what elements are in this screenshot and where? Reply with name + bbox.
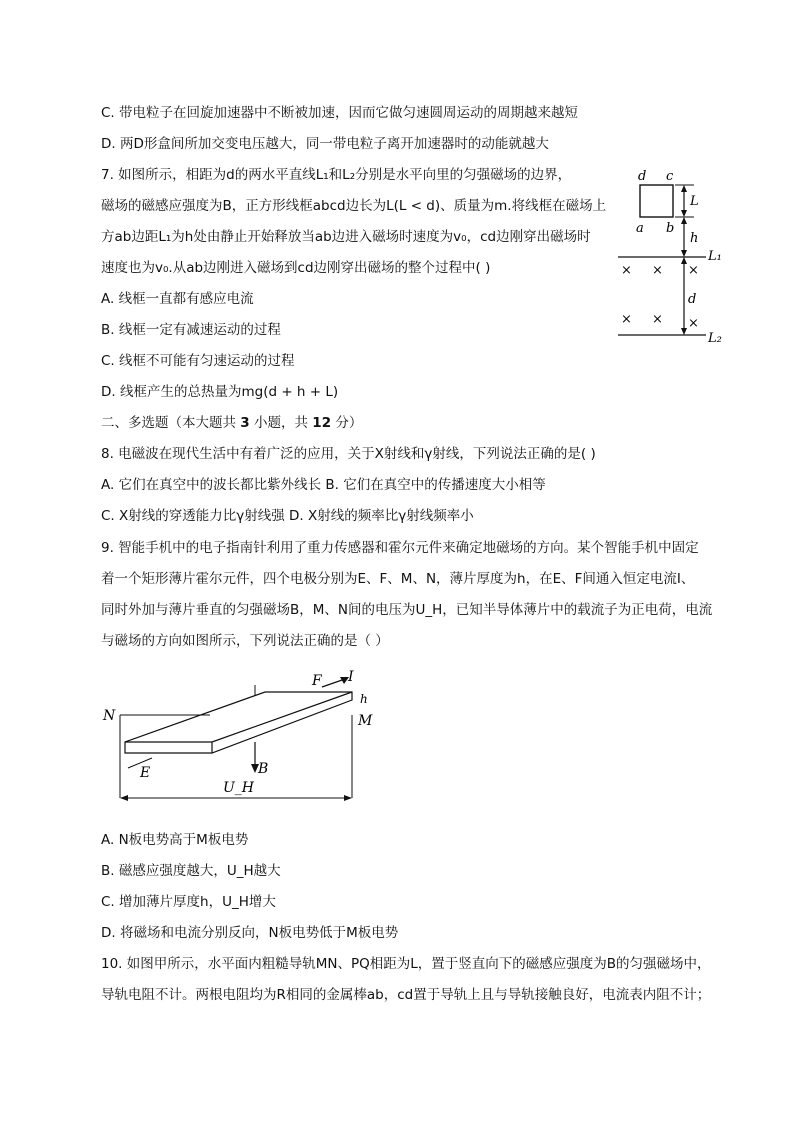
- q7-stem-line1: 7. 如图所示，相距为d的两水平直线L₁和L₂分别是水平向里的匀强磁场的边界，: [101, 167, 572, 183]
- q8-options-ab: A. 它们在真空中的波长都比紫外线长 B. 它们在真空中的传播速度大小相等: [101, 477, 546, 493]
- fig7-cross: ×: [652, 263, 663, 278]
- q7-option-d: D. 线框产生的总热量为mg(d + h + L): [101, 384, 339, 400]
- fig7-label-L: L: [690, 194, 699, 209]
- q9-stem-line3: 同时外加与薄片垂直的匀强磁场B，M、N间的电压为U_H，已知半导体薄片中的载流子为正电荷，电流: [101, 602, 713, 618]
- fig9-label-F: F: [312, 673, 322, 689]
- fig7-label-a: a: [636, 221, 644, 236]
- q9-option-c: C. 增加薄片厚度h，U_H增大: [101, 894, 276, 910]
- q7-stem-line3: 方ab边距L₁为h处由静止开始释放当ab边进入磁场时速度为v₀，cd边刚穿出磁场时: [101, 229, 591, 245]
- fig9-label-E: E: [140, 765, 151, 781]
- q7-option-b: B. 线框一定有减速运动的过程: [101, 322, 281, 338]
- q6-option-d: D. 两D形盒间所加交变电压越大，同一带电粒子离开加速器时的动能就越大: [101, 136, 549, 152]
- fig7-cross: ×: [621, 263, 632, 278]
- fig7-label-d2: d: [688, 292, 697, 307]
- fig7-square-frame: [640, 185, 673, 217]
- q9-stem-line2: 着一个矩形薄片霍尔元件，四个电极分别为E、F、M、N，薄片厚度为h，在E、F间通入恒定电流I、: [101, 571, 695, 587]
- fig7-cross: ×: [688, 263, 699, 278]
- q6-option-c: C. 带电粒子在回旋加速器中不断被加速，因而它做匀速圆周运动的周期越来越短: [101, 105, 579, 121]
- q10-stem-line2: 导轨电阻不计。两根电阻均为R相同的金属棒ab，cd置于导轨上且与导轨接触良好，电流表内阻不计；: [101, 987, 711, 1003]
- q8-stem: 8. 电磁波在现代生活中有着广泛的应用，关于X射线和γ射线，下列说法正确的是( ): [101, 446, 596, 462]
- fig9-label-B: B: [258, 761, 269, 777]
- fig7-label-L1: L₁: [708, 249, 722, 264]
- fig9-label-M: M: [358, 713, 373, 729]
- q8-options-cd: C. X射线的穿透能力比γ射线强 D. X射线的频率比γ射线频率小: [101, 508, 474, 524]
- q7-figure: [612, 162, 732, 347]
- q9-stem-line4: 与磁场的方向如图所示，下列说法正确的是（ ）: [101, 633, 389, 649]
- q7-option-a: A. 线框一直都有感应电流: [101, 291, 254, 307]
- q9-hall-element-figure: [100, 665, 390, 815]
- fig7-cross: ×: [621, 312, 632, 327]
- q7-stem-line2: 磁场的磁感应强度为B，正方形线框abcd边长为L(L < d)、质量为m.将线框在磁场上: [101, 198, 607, 214]
- fig7-label-h: h: [690, 231, 699, 246]
- q9-option-a: A. N板电势高于M板电势: [101, 832, 249, 848]
- q10-stem-line1: 10. 如图甲所示，水平面内粗糙导轨MN、PQ相距为L，置于竖直向下的磁感应强度为B的匀强磁场中，: [101, 956, 711, 972]
- q9-option-b: B. 磁感应强度越大，U_H越大: [101, 863, 281, 879]
- fig7-cross: ×: [652, 312, 663, 327]
- fig7-label-L2: L₂: [708, 331, 722, 346]
- q7-stem-line4: 速度也为v₀.从ab边刚进入磁场到cd边刚穿出磁场的整个过程中( ): [101, 260, 491, 276]
- q9-stem-line1: 9. 智能手机中的电子指南针利用了重力传感器和霍尔元件来确定地磁场的方向。某个智能手机中固定: [101, 540, 699, 556]
- fig9-label-I: I: [348, 669, 354, 685]
- q7-option-c: C. 线框不可能有匀速运动的过程: [101, 353, 295, 369]
- section-heading-multiple-choice: 二、多选题（本大题共 3 小题，共 12 分）: [101, 415, 363, 431]
- hall-plate: [125, 692, 352, 753]
- fig9-label-h: h: [360, 692, 368, 706]
- fig7-cross: ×: [688, 316, 699, 331]
- fig9-label-N: N: [103, 708, 116, 724]
- fig7-label-c: c: [666, 169, 674, 184]
- fig9-label-UH: U_H: [223, 780, 255, 796]
- q9-option-d: D. 将磁场和电流分别反向，N板电势低于M板电势: [101, 925, 399, 941]
- current-arrow: [322, 679, 345, 687]
- fig7-label-b: b: [666, 221, 675, 236]
- fig7-label-d: d: [638, 169, 647, 184]
